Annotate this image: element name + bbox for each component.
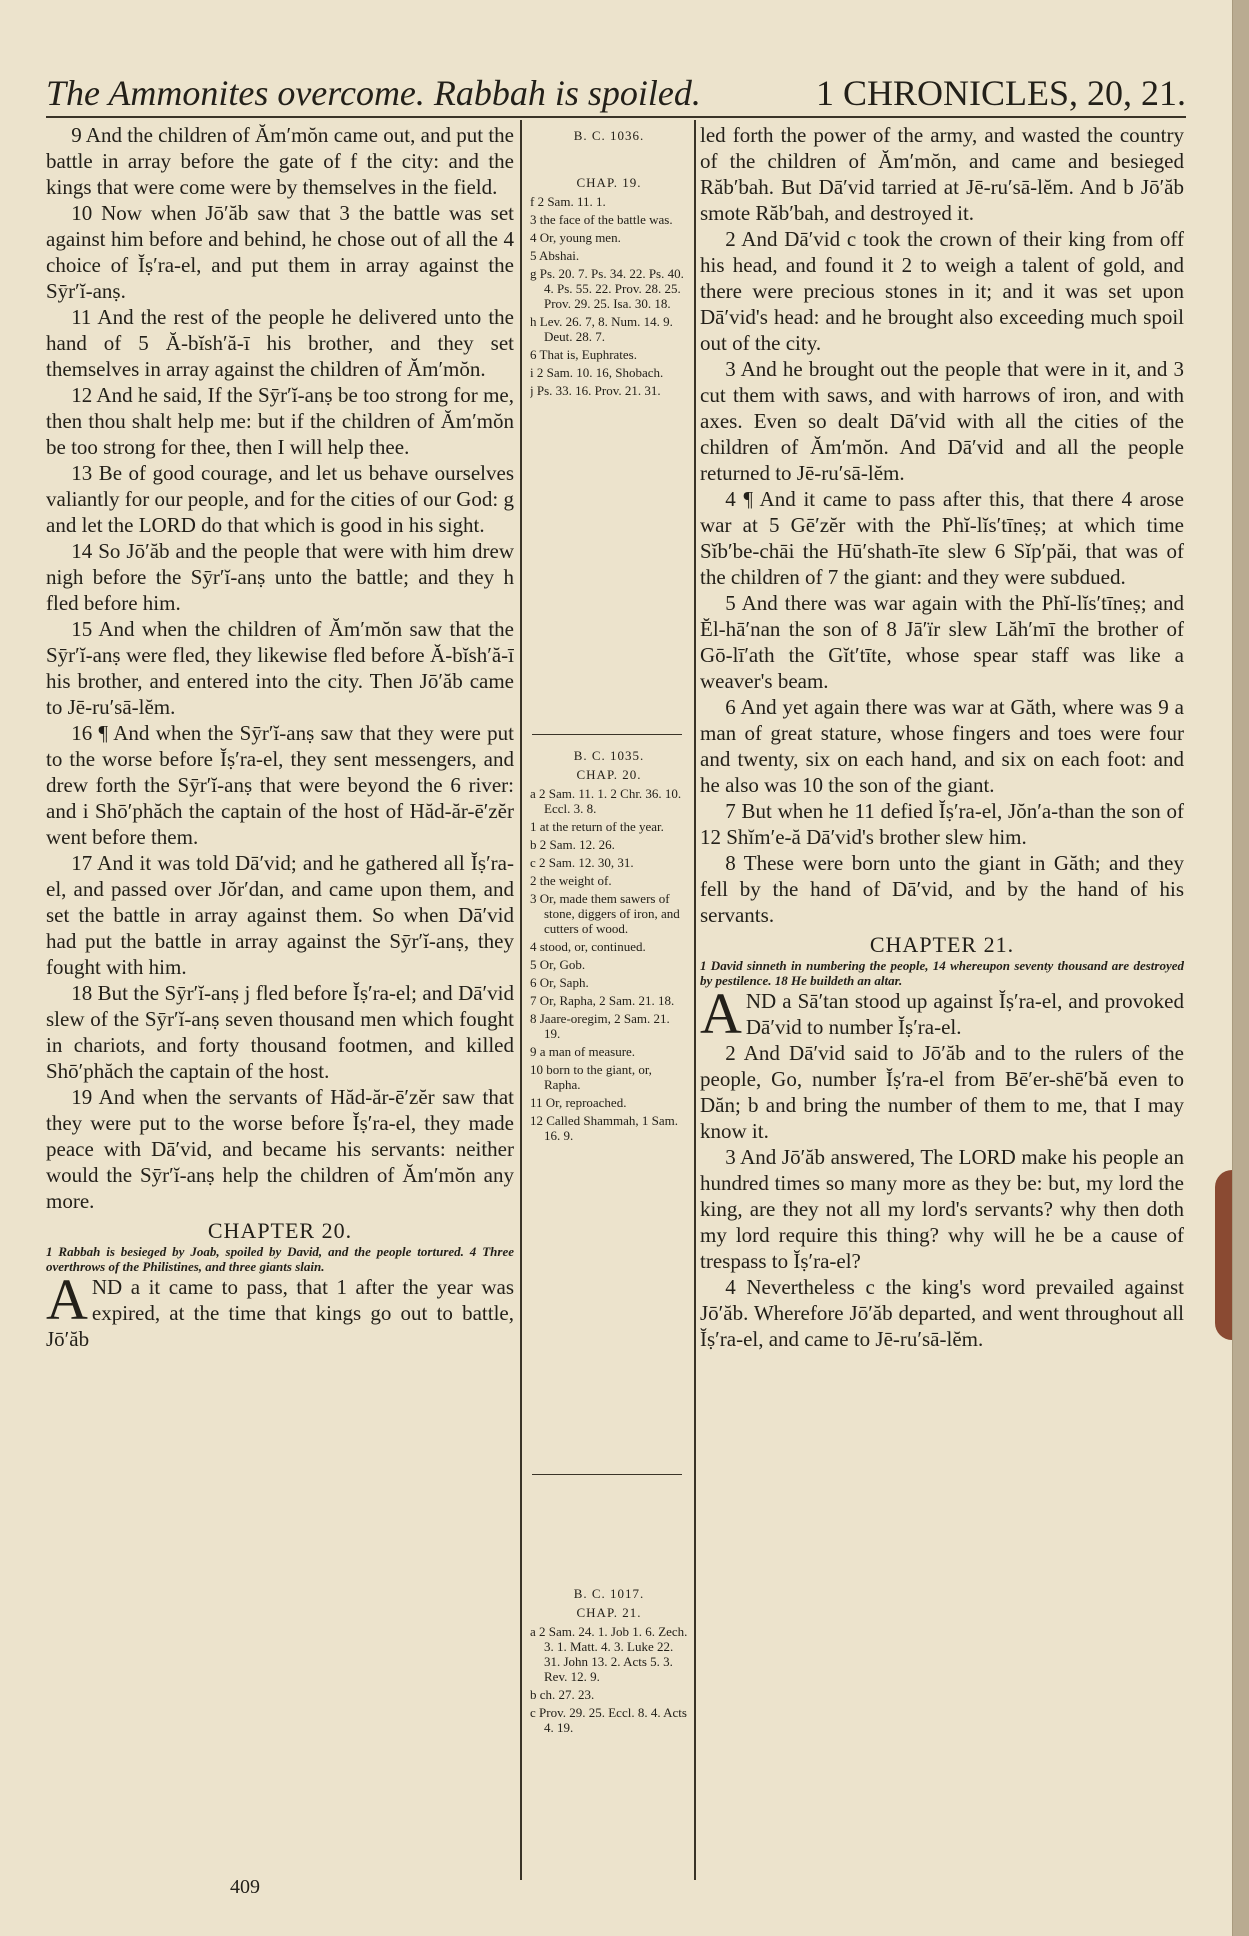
margin-ref: c Prov. 29. 25. Eccl. 8. 4. Acts 4. 19. [530,1705,687,1735]
chapter-heading: CHAPTER 21. [869,932,1015,957]
opening-text: ND a it came to pass, that 1 after the year was expired, at the time that kings go out to battle, Jō′ăb [46,1275,514,1351]
margin-ref: 12 Called Shammah, 1 Sam. 16. 9. [530,1113,679,1143]
margin-block-3 [530,1586,688,1738]
margin-chapter: CHAP. 21. [576,1605,642,1620]
margin-ref: 5 Or, Gob. [530,957,586,972]
margin-date: B. C. 1036. [573,128,645,143]
margin-ref: 8 Jaare-oregim, 2 Sam. 21. 19. [530,1011,670,1041]
verse: led forth the power of the army, and wasted the country of the children of Ăm′mŏn, and came and besieged Răb′bah. But Dā′vid tarried at Jē-ru′sā-lĕm. And b Jō′ăb smote Răb′bah, and destroyed it. [700,123,1184,225]
chapter-summary: 1 David sinneth in numbering the people, 14 whereupon seventy thousand are destroyed by pestilence. 18 He buildeth an altar. [700,958,1184,988]
verse: 4 ¶ And it came to pass after this, that there 4 arose war at 5 Gē′zĕr with the Phĭ-lĭs′tīneṣ; at which time Sĭb′be-chāi the Hū′shath-īte slew 6 Sĭp′păi, that was of the children of 7 the giant: and they were subdued. [700,487,1184,589]
verse: 19 And when the servants of Hăd-ăr-ē′zĕr saw that they were put to the worse before Ĭṣ′ra-el, they made peace with Dā′vid, and became his servants: neither would the Sӯr′ĭ-anṣ help the children of Ăm′mŏn any more. [46,1085,514,1213]
chapter-opening [46,1267,514,1352]
header-rule [46,116,1186,118]
verse: 11 And the rest of the people he delivered unto the hand of 5 Ă-bĭsh′ă-ī his brother, and they set themselves in array against the children of Ăm′mŏn. [46,305,514,381]
verse: 3 And he brought out the people that were in it, and 3 cut them with saws, and with harrows of iron, and with axes. Even so dealt Dā′vid with all the cities of the children of Ăm′mŏn. And Dā′vid and all the people returned to Jē-ru′sā-lĕm. [700,357,1184,485]
verse: 9 And the children of Ăm′mŏn came out, and put the battle in array before the gate of f the city: and the kings that were come were by themselves in the field. [46,123,514,199]
column-divider-right [694,120,696,1880]
margin-chapter: CHAP. 19. [576,175,642,190]
margin-ref: 7 Or, Rapha, 2 Sam. 21. 18. [530,993,675,1008]
header-right: 1 CHRONICLES, 20, 21. [815,73,1186,113]
running-header [46,66,1186,116]
margin-ref: g Ps. 20. 7. Ps. 34. 22. Ps. 40. 4. Ps. 55. 22. Prov. 28. 25. Prov. 29. 25. Isa. 30. 18. [530,266,684,311]
drop-cap: A [700,981,742,1046]
verse: 17 And it was told Dā′vid; and he gathered all Ĭṣ′ra-el, and passed over Jŏr′dan, and came upon them, and set the battle in array against them. So when Dā′vid had put the battle in array against the Sӯr′ĭ-anṣ, they fought with him. [46,851,514,979]
page-edge-tab [1215,1170,1232,1340]
margin-ref: j Ps. 33. 16. Prov. 21. 31. [530,383,661,398]
drop-cap: A [46,1267,88,1332]
margin-ref: i 2 Sam. 10. 16, Shobach. [530,365,664,380]
margin-ref: 4 Or, young men. [530,230,621,245]
margin-ref: a 2 Sam. 24. 1. Job 1. 6. Zech. 3. 1. Matt. 4. 3. Luke 22. 31. John 13. 2. Acts 5. 3. Rev. 12. 9. [530,1624,688,1684]
margin-date: B. C. 1017. [573,1586,645,1601]
page-number: 409 [230,1876,260,1898]
column-divider-left [520,120,522,1880]
verse: 13 Be of good courage, and let us behave ourselves valiantly for our people, and for the cities of our God: g and let the LORD do that which is good in his sight. [46,461,514,537]
verse: 7 But when he 11 defied Ĭṣ′ra-el, Jŏn′a-than the son of 12 Shĭm′e-ă Dā′vid's brother slew him. [700,799,1184,849]
margin-ref: 3 the face of the battle was. [530,212,673,227]
margin-rule [532,734,682,735]
margin-date: B. C. 1035. [573,748,645,763]
opening-text: ND a Sā′tan stood up against Ĭṣ′ra-el, and provoked Dā′vid to number Ĭṣ′ra-el. [745,989,1184,1039]
verse: 2 And Dā′vid said to Jō′ăb and to the rulers of the people, Go, number Ĭṣ′ra-el from Bē′er-shē′bă even to Dăn; b and bring the number of them to me, that I may know it. [700,1041,1184,1143]
chapter-summary: 1 Rabbah is besieged by Joab, spoiled by David, and the people tortured. 4 Three overthrows of the Philistines, and three giants slain. [46,1244,514,1274]
text-column-left [46,122,514,1882]
margin-ref: c 2 Sam. 12. 30, 31. [530,855,634,870]
margin-ref: b ch. 27. 23. [530,1687,595,1702]
margin-block-2 [530,748,688,1146]
chapter-heading: CHAPTER 20. [207,1218,353,1243]
margin-ref: a 2 Sam. 11. 1. 2 Chr. 36. 10. Eccl. 3. 8. [530,786,682,816]
verse: 14 So Jō′ăb and the people that were with him drew nigh before the Sӯr′ĭ-anṣ unto the battle; and they h fled before him. [46,539,514,615]
text-column-right [700,122,1184,1882]
margin-ref: 11 Or, reproached. [530,1095,627,1110]
margin-ref: 9 a man of measure. [530,1044,636,1059]
header-left: The Ammonites overcome. Rabbah is spoiled. [46,73,701,113]
margin-ref: 1 at the return of the year. [530,819,664,834]
margin-chapter: CHAP. 20. [576,767,642,782]
verse: 16 ¶ And when the Sӯr′ĭ-anṣ saw that they were put to the worse before Ĭṣ′ra-el, they sent messengers, and drew forth the Sӯr′ĭ-anṣ that were beyond the 6 river: and i Shō′phăch the captain of the host of Hăd-ăr-ē′zĕr went before them. [46,721,514,849]
margin-ref: f 2 Sam. 11. 1. [530,194,606,209]
verse: 15 And when the children of Ăm′mŏn saw that the Sӯr′ĭ-anṣ were fled, they likewise fled before Ă-bĭsh′ă-ī his brother, and entered into the city. Then Jō′ăb came to Jē-ru′sā-lĕm. [46,617,514,719]
verse: 12 And he said, If the Sӯr′ĭ-anṣ be too strong for me, then thou shalt help me: but if the children of Ăm′mŏn be too strong for thee, then I will help thee. [46,383,514,459]
margin-ref: h Lev. 26. 7, 8. Num. 14. 9. Deut. 28. 7. [530,314,673,344]
verse: 2 And Dā′vid c took the crown of their king from off his head, and found it 2 to weigh a talent of gold, and there were precious stones in it; and it was set upon Dā′vid's head: and he brought also exceeding much spoil out of the city. [700,227,1184,355]
margin-ref: 3 Or, made them sawers of stone, diggers of iron, and cutters of wood. [530,891,680,936]
margin-references [530,122,688,1882]
verse: 8 These were born unto the giant in Găth; and they fell by the hand of Dā′vid, and by the hand of his servants. [700,851,1184,927]
margin-ref: 4 stood, or, continued. [530,939,646,954]
chapter-opening [700,981,1184,1046]
margin-rule [532,1474,682,1475]
verse: 5 And there was war again with the Phĭ-lĭs′tīneṣ; and Ĕl-hā′nan the son of 8 Jā′ïr slew Lăh′mī the brother of Gō-lī′ath the Gĭt′tīte, whose spear staff was like a weaver's beam. [700,591,1184,693]
verse: 6 And yet again there was war at Găth, where was 9 a man of great stature, whose fingers and toes were four and twenty, six on each hand, and six on each foot: and he also was 10 the son of the giant. [700,695,1184,797]
margin-ref: b 2 Sam. 12. 26. [530,837,615,852]
margin-ref: 10 born to the giant, or, Rapha. [530,1062,652,1092]
verse: 18 But the Sӯr′ĭ-anṣ j fled before Ĭṣ′ra-el; and Dā′vid slew of the Sӯr′ĭ-anṣ seven thousand men which fought in chariots, and forty thousand footmen, and killed Shō′phăch the captain of the host. [46,981,514,1083]
margin-ref: 6 That is, Euphrates. [530,347,637,362]
margin-ref: 5 Abshai. [530,248,580,263]
margin-ref: 2 the weight of. [530,873,612,888]
margin-block-1 [530,128,688,401]
verse: 4 Nevertheless c the king's word prevailed against Jō′ăb. Wherefore Jō′ăb departed, and went throughout all Ĭṣ′ra-el, and came to Jē-ru′sā-lĕm. [700,1275,1184,1351]
verse: 3 And Jō′ăb answered, The LORD make his people an hundred times so many more as they be: but, my lord the king, are they not all my lord's servants? why then doth my lord require this thing? why will he be a cause of trespass to Ĭṣ′ra-el? [700,1145,1184,1273]
verse: 10 Now when Jō′ăb saw that 3 the battle was set against him before and behind, he chose out of all the 4 choice of Ĭṣ′ra-el, and put them in array against the Sӯr′ĭ-anṣ. [46,201,514,303]
margin-ref: 6 Or, Saph. [530,975,589,990]
